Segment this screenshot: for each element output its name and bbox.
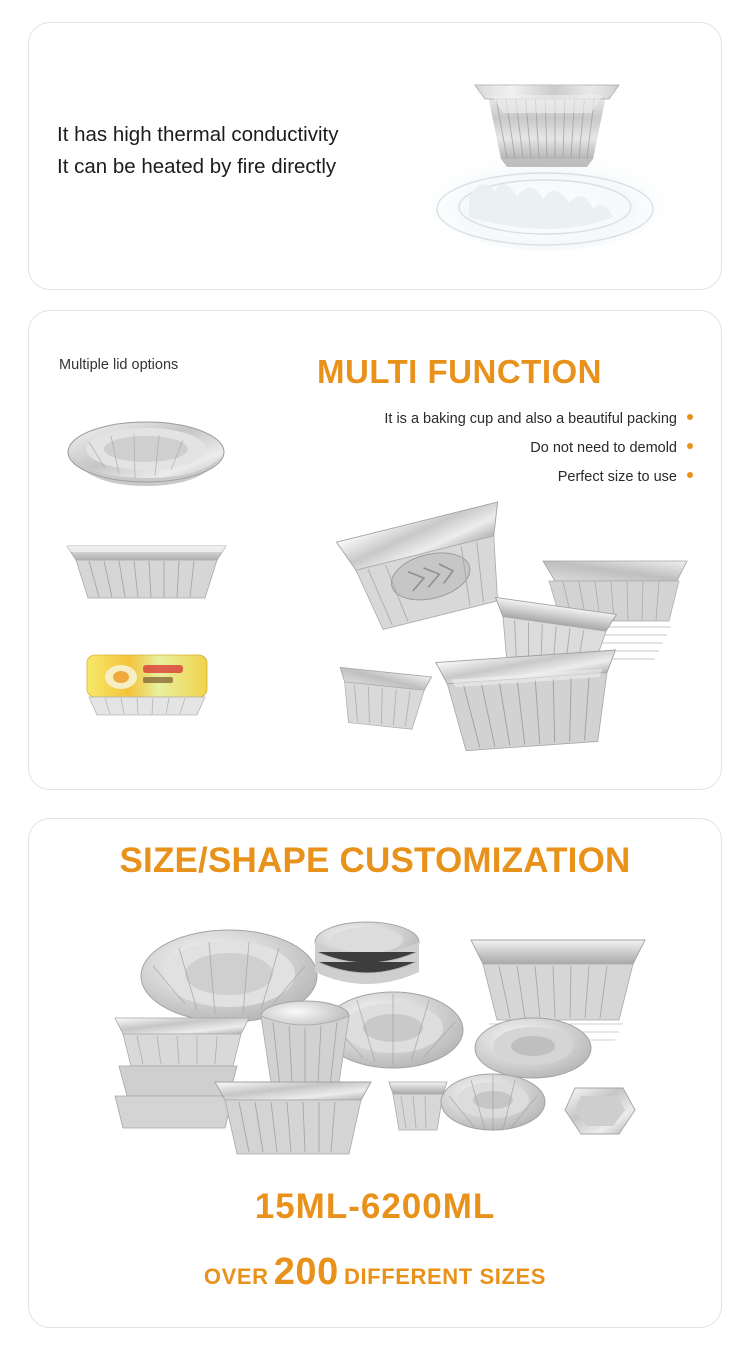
thermal-text-block	[57, 119, 338, 183]
size-shape-title: SIZE/SHAPE CUSTOMIZATION	[119, 841, 631, 880]
printed-paper-lid-foil-container	[59, 631, 234, 726]
lid-options-label: Multiple lid options	[59, 357, 179, 373]
size-count-number: 200	[273, 1251, 339, 1293]
list-item	[279, 469, 693, 485]
size-count-text	[29, 1251, 721, 1294]
round-foil-container-with-lid	[59, 406, 234, 501]
assorted-foil-containers-photo	[279, 491, 709, 771]
multi-function-panel	[28, 310, 722, 790]
list-item	[279, 411, 693, 427]
foil-tray-on-flame-photo	[407, 49, 687, 264]
bullet-text: It is a baking cup and also a beautiful packing	[384, 411, 677, 427]
thermal-conductivity-panel	[28, 22, 722, 290]
bullet-text: Perfect size to use	[557, 469, 677, 485]
multi-function-title: MULTI FUNCTION	[317, 353, 603, 390]
multi-function-bullet-list	[279, 411, 693, 498]
thermal-line-1: It has high thermal conductivity	[57, 123, 339, 146]
rectangular-foil-container-with-lid	[59, 516, 234, 611]
thermal-line-2: It can be heated by fire directly	[57, 155, 337, 178]
volume-range-text: 15ML-6200ML	[254, 1187, 496, 1226]
list-item	[279, 440, 693, 456]
size-count-suffix: DIFFERENT SIZES	[343, 1264, 547, 1289]
bullet-dot-icon	[687, 472, 693, 478]
size-shape-customization-panel	[28, 818, 722, 1328]
bullet-text: Do not need to demold	[530, 440, 677, 456]
bullet-dot-icon	[687, 414, 693, 420]
foil-container-size-range-photo	[99, 904, 659, 1174]
size-count-prefix: OVER	[203, 1264, 269, 1289]
bullet-dot-icon	[687, 443, 693, 449]
